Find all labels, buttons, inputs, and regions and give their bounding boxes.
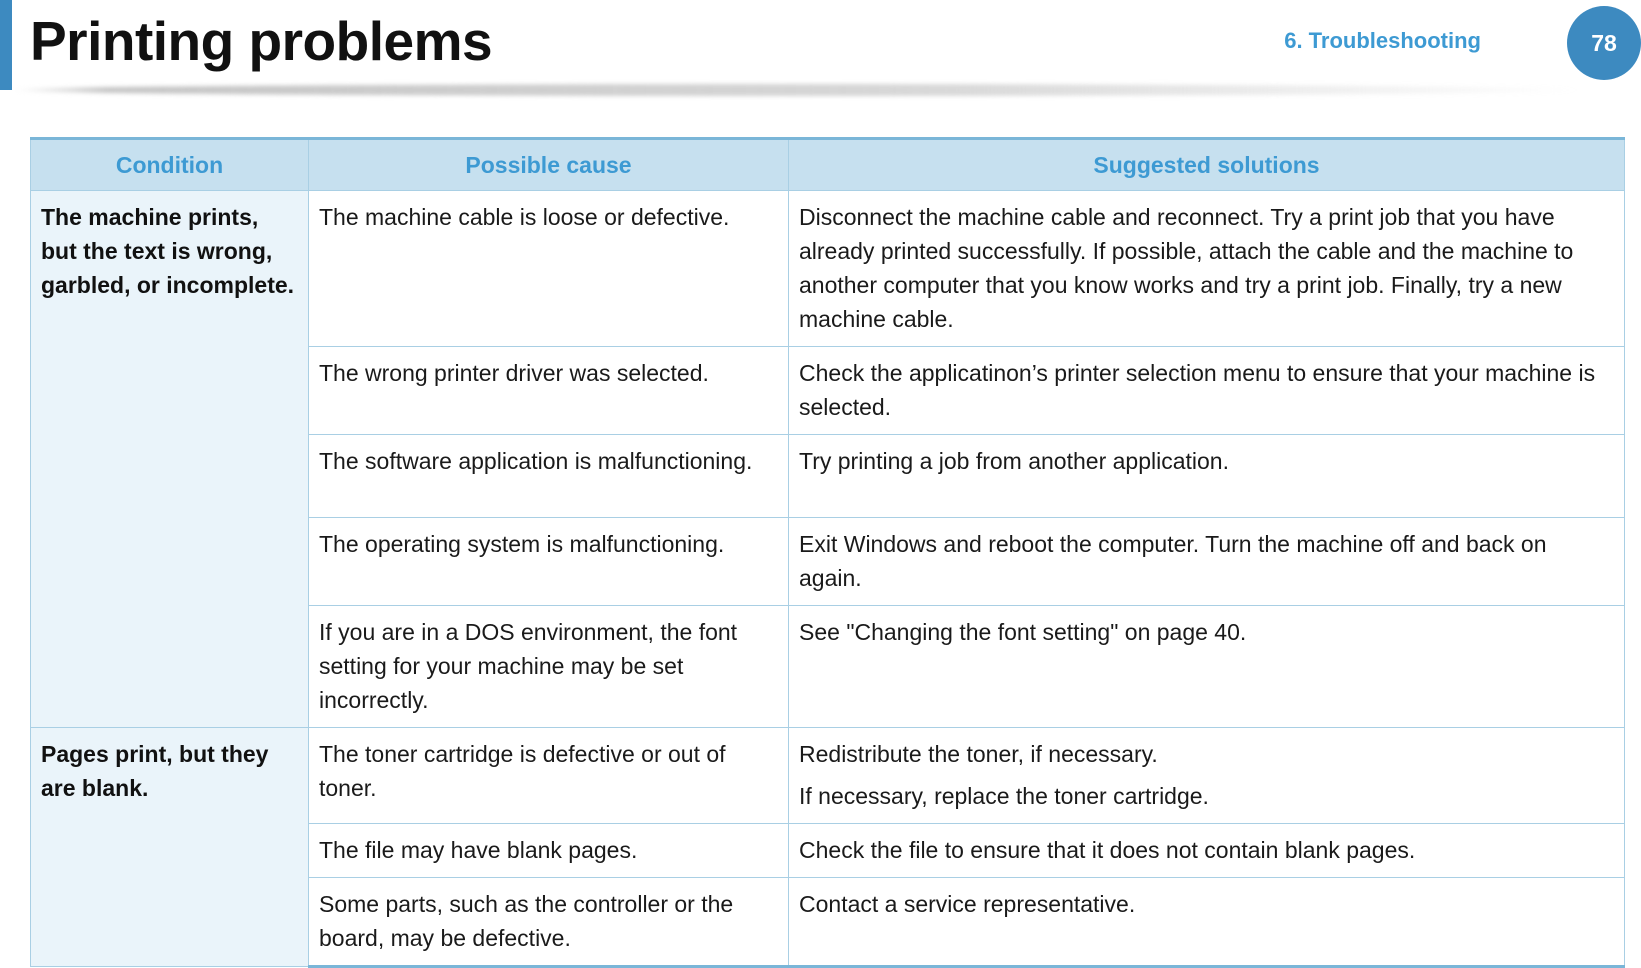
header-accent-bar: [0, 0, 12, 90]
condition-cell: Pages print, but they are blank.: [31, 728, 309, 967]
solution-cell: [789, 878, 1625, 967]
solution-cell: [789, 191, 1625, 347]
column-header-possible-cause: Possible cause: [309, 139, 789, 191]
page-title: Printing problems: [30, 10, 493, 72]
table-header-row: [31, 139, 1625, 191]
solution-cell: [789, 347, 1625, 435]
cause-cell: The wrong printer driver was selected.: [309, 347, 789, 435]
table-row: [31, 728, 1625, 824]
cause-cell: If you are in a DOS environment, the font setting for your machine may be set incorrectly.: [309, 606, 789, 728]
cause-cell: Some parts, such as the controller or the board, may be defective.: [309, 878, 789, 967]
table-row: [31, 191, 1625, 347]
chapter-link[interactable]: 6. Troubleshooting: [1284, 28, 1481, 53]
column-header-suggested-solutions: Suggested solutions: [789, 139, 1625, 191]
solution-text: Contact a service representative.: [799, 891, 1136, 917]
solution-text: If necessary, replace the toner cartridge.: [799, 783, 1209, 809]
solution-text: Redistribute the toner, if necessary.: [799, 741, 1158, 767]
solution-cell: [789, 728, 1625, 824]
solution-text: Check the applicatinon’s printer selection menu to ensure that your machine is selected.: [799, 360, 1596, 420]
cross-reference-link[interactable]: See "Changing the font setting" on page 40.: [799, 619, 1247, 645]
cause-cell: The machine cable is loose or defective.: [309, 191, 789, 347]
solution-text: Check the file to ensure that it does not contain blank pages.: [799, 837, 1416, 863]
solution-cell: [789, 824, 1625, 878]
page-number-badge: 78: [1567, 6, 1641, 80]
column-header-condition: Condition: [31, 139, 309, 191]
solution-cell: [789, 606, 1625, 728]
solution-text: Disconnect the machine cable and reconnect. Try a print job that you have already printed successfully. If possible, attach the cable and the machine to another computer that you know works and try a print job. Finally, try a new machine cable.: [799, 204, 1574, 332]
solution-text: Exit Windows and reboot the computer. Turn the machine off and back on again.: [799, 531, 1547, 591]
troubleshooting-table: [30, 137, 1625, 968]
cause-cell: The software application is malfunctioning.: [309, 435, 789, 518]
solution-cell: [789, 435, 1625, 518]
condition-cell: The machine prints, but the text is wrong, garbled, or incomplete.: [31, 191, 309, 728]
solution-text: Try printing a job from another application.: [799, 448, 1229, 474]
cause-cell: The operating system is malfunctioning.: [309, 518, 789, 606]
cause-cell: The file may have blank pages.: [309, 824, 789, 878]
header-divider: [12, 84, 1582, 96]
solution-cell: [789, 518, 1625, 606]
cause-cell: The toner cartridge is defective or out of toner.: [309, 728, 789, 824]
